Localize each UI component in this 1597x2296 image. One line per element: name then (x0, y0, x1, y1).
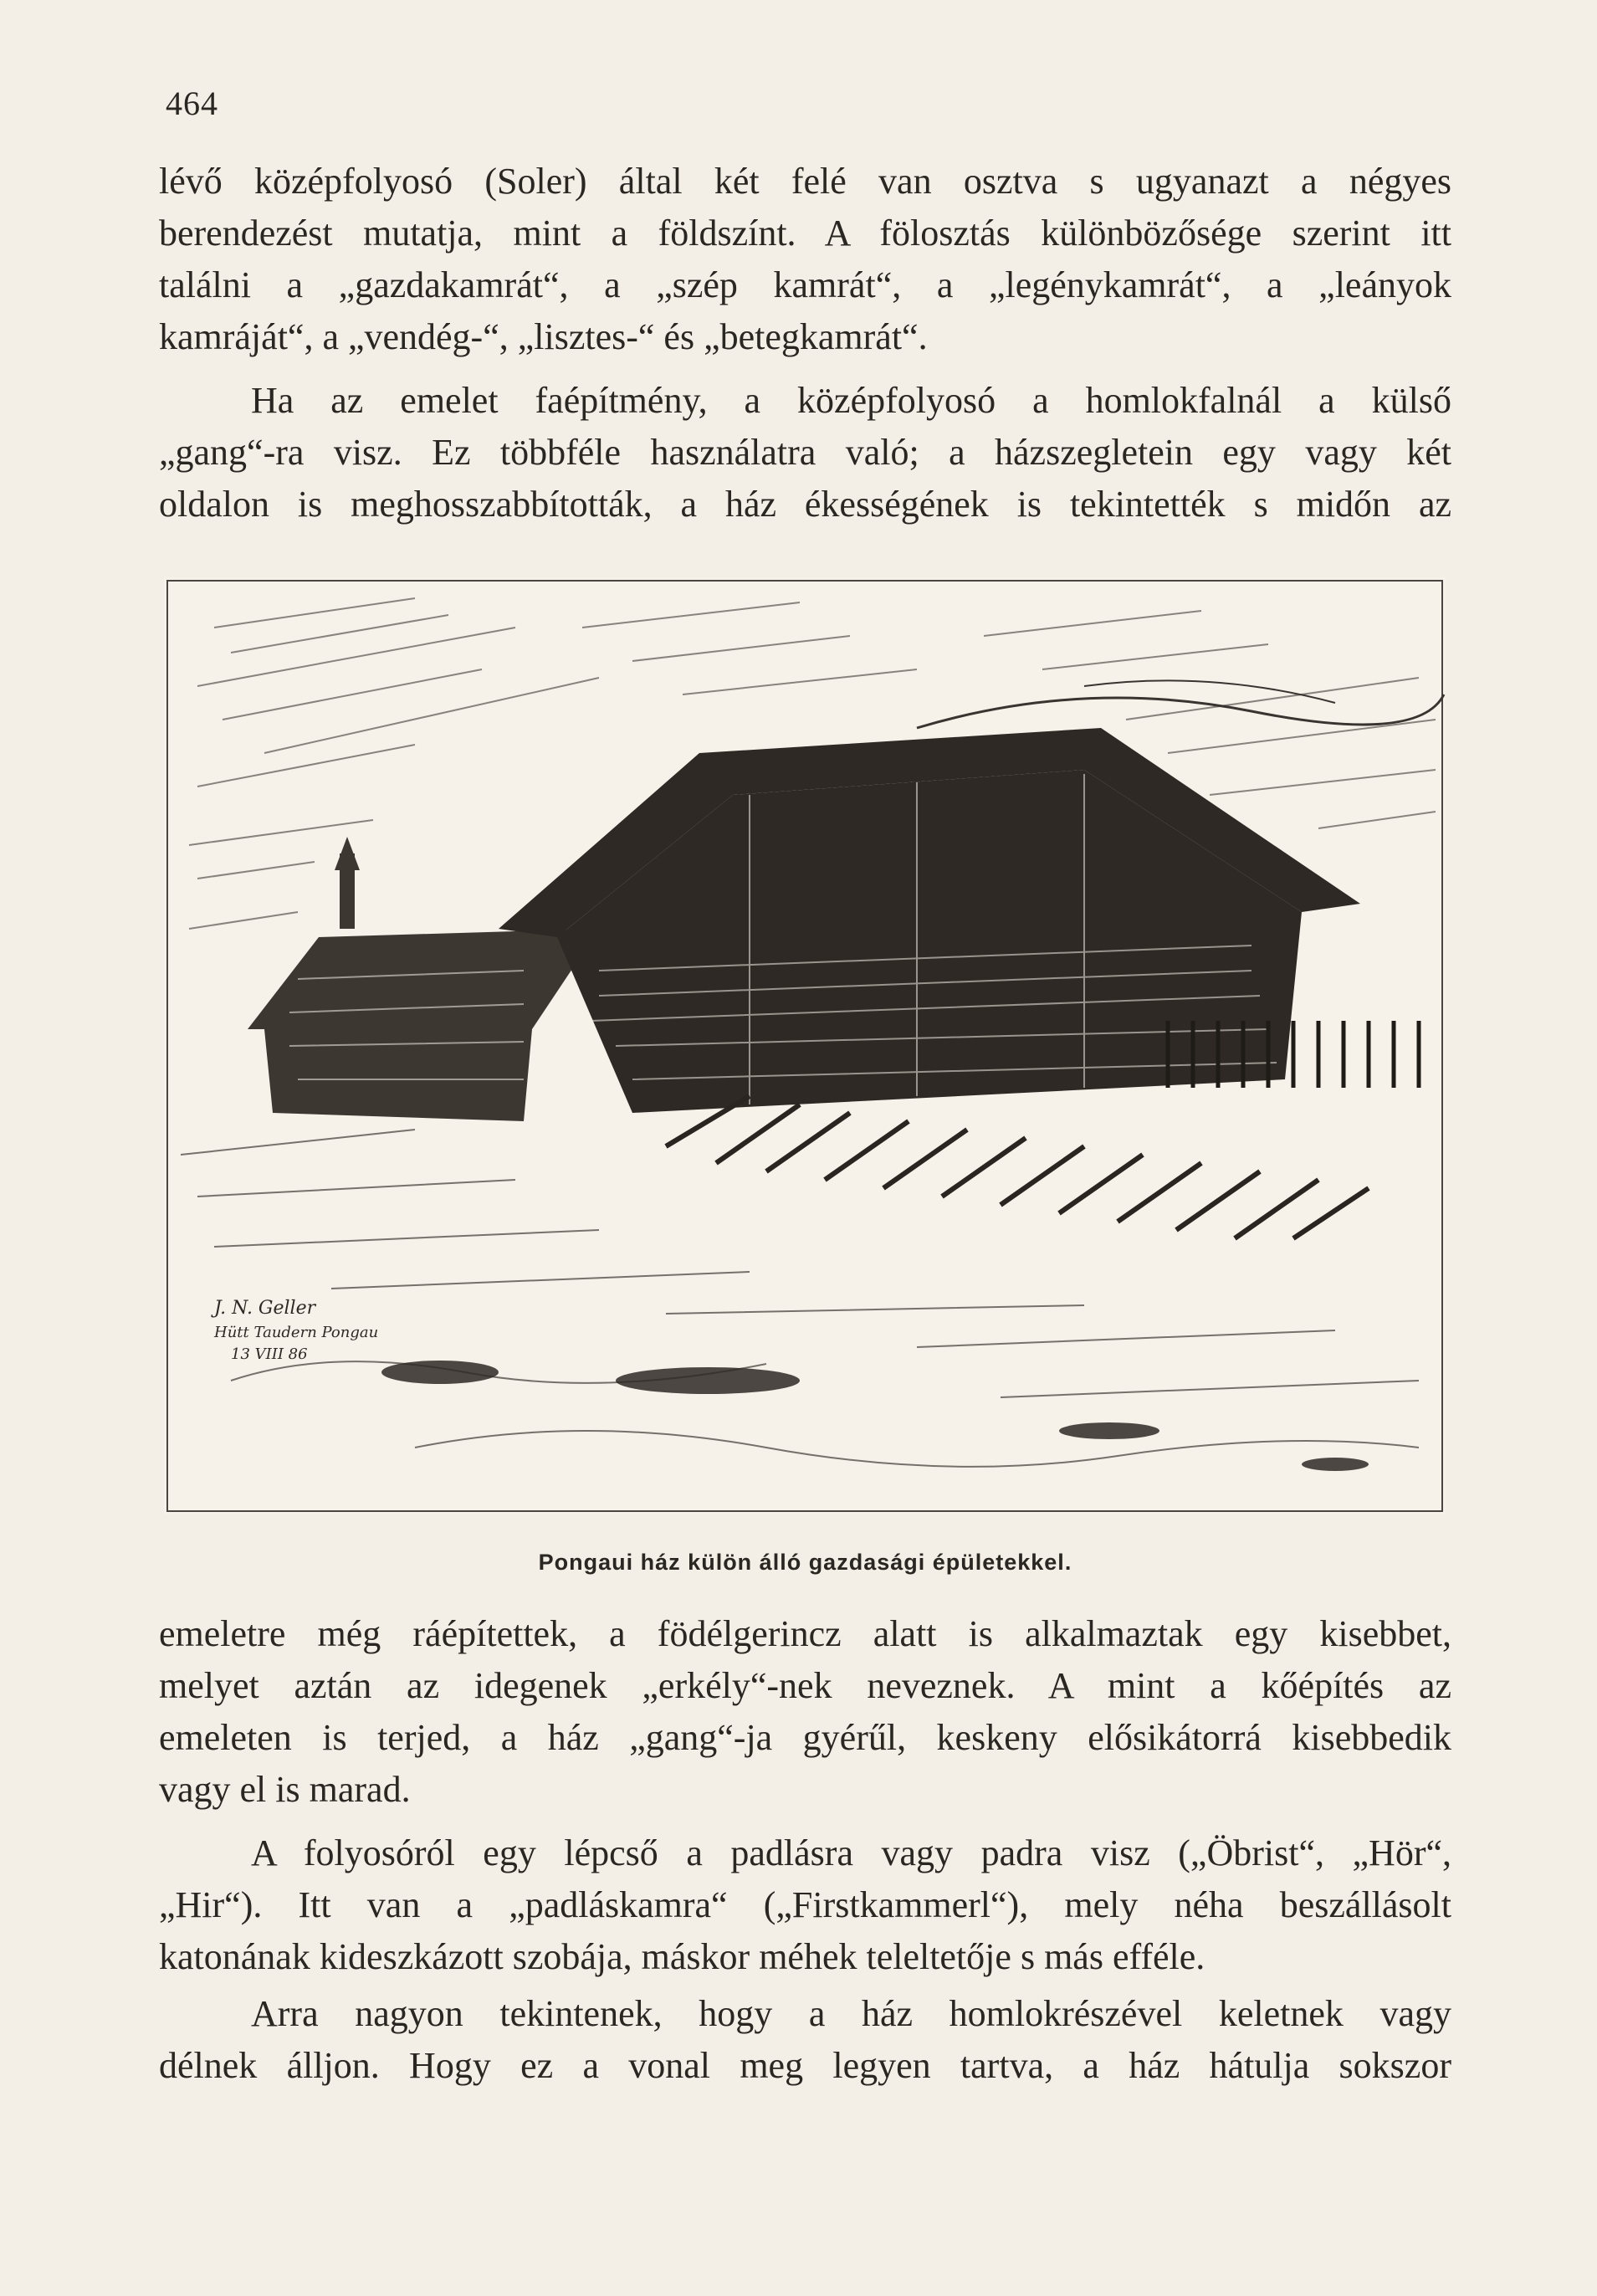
paragraph-erkely (159, 1608, 1451, 1816)
text-line: katonának kideszkázott szobája, máskor méhek teleltetője s más efféle. (159, 1936, 1205, 1977)
illustration-pongau-house (164, 577, 1446, 1514)
paragraph-gang (159, 375, 1451, 530)
page-number: 464 (166, 85, 218, 122)
paragraph-attic (159, 1827, 1451, 1983)
artist-signature-line: Hütt Taudern Pongau (214, 1324, 379, 1341)
text-line: „gang“-ra visz. Ez többféle használatra való; a házszegletein egy vagy két (159, 432, 1451, 473)
text-line: délnek álljon. Hogy ez a vonal meg legyen tartva, a ház hátulja sokszor (159, 2045, 1451, 2086)
text-line: vagy el is marad. (159, 1769, 411, 1810)
text-line: berendezést mutatja, mint a földszínt. A fölosztás különbözősége szerint itt (159, 213, 1451, 254)
figure-caption: Pongaui ház külön álló gazdasági épületekkel. (538, 1550, 1072, 1575)
text-line: emeletre még ráépítettek, a födélgerincz alatt is alkalmaztak egy kisebbet, (159, 1613, 1451, 1654)
artist-signature-line: 13 VIII 86 (231, 1345, 308, 1363)
text-line: A folyosóról egy lépcső a padlásra vagy padra visz („Öbrist“, „Hör“, (251, 1832, 1451, 1873)
text-line: emeleten is terjed, a ház „gang“-ja gyérűl, keskeny elősikátorrá kisebbedik (159, 1717, 1451, 1758)
text-line: „Hir“). Itt van a „padláskamra“ („Firstkammerl“), mely néha beszállásolt (159, 1884, 1451, 1925)
artist-signature-line: J. N. Geller (214, 1298, 316, 1319)
text-line: találni a „gazdakamrát“, a „szép kamrát“, a „legénykamrát“, a „leányok (159, 264, 1451, 305)
paragraph-orientation (159, 1988, 1451, 2092)
text-line: kamráját“, a „vendég-“, „lisztes-“ és „betegkamrát“. (159, 316, 928, 357)
text-line: melyet aztán az idegenek „erkély“-nek neveznek. A mint a kőépítés az (159, 1665, 1451, 1706)
text-line: Arra nagyon tekintenek, hogy a ház homlokrészével keletnek vagy (251, 1993, 1451, 2034)
text-line: lévő középfolyosó (Soler) által két felé van osztva s ugyanazt a négyes (159, 161, 1451, 202)
paragraph-rooms (159, 156, 1451, 363)
text-line: oldalon is meghosszabbították, a ház ékességének is tekintették s midőn az (159, 484, 1451, 525)
text-line: Ha az emelet faépítmény, a középfolyosó a homlokfalnál a külső (251, 380, 1451, 421)
